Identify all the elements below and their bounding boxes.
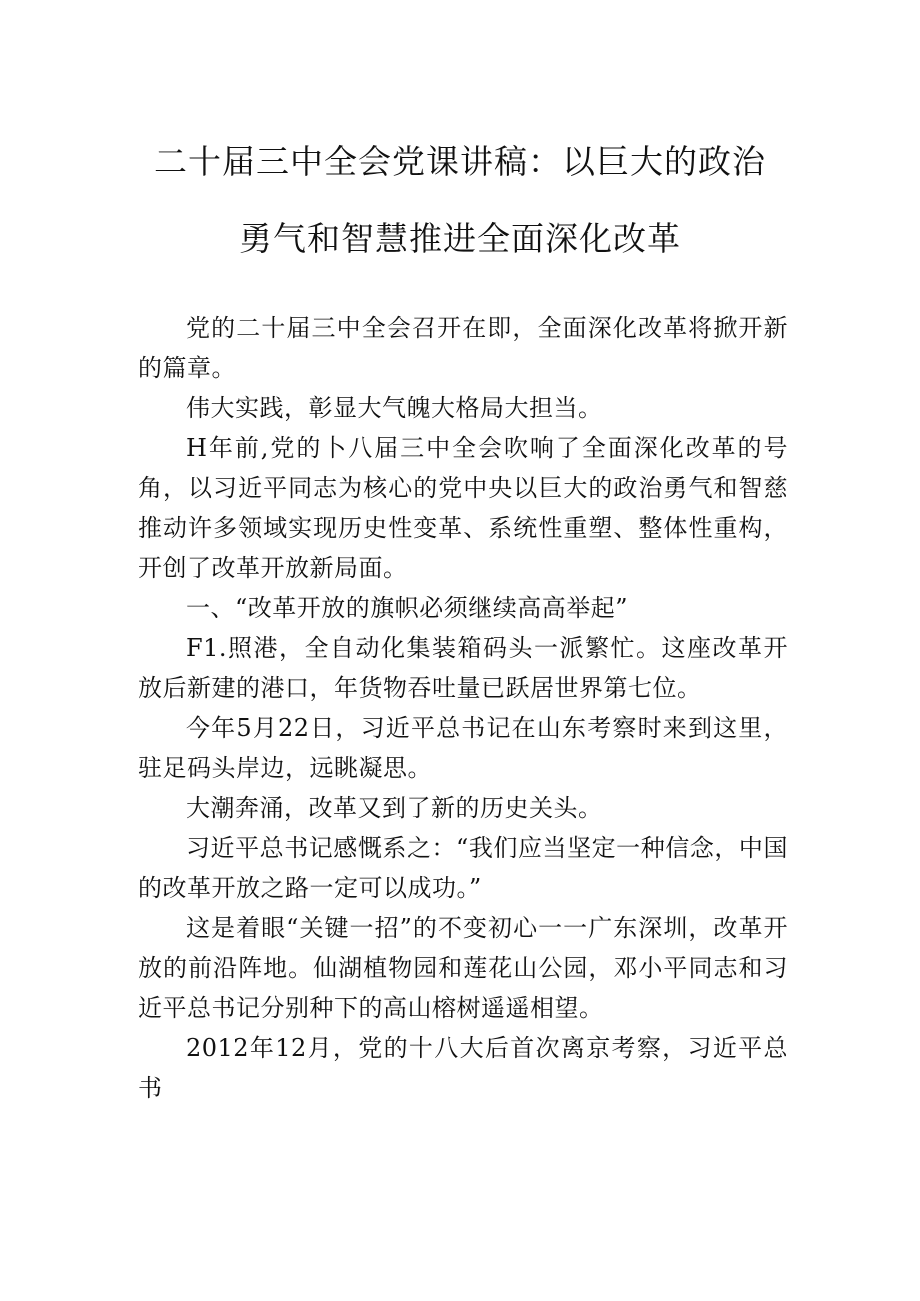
document-body <box>138 308 788 1108</box>
paragraph: 伟大实践，彰显大气魄大格局大担当。 <box>186 394 603 422</box>
paragraph: 这是着眼“关键一招”的不变初心一一广东深圳，改革开放的前沿阵地。仙湖植物园和莲花山公园，邓小平同志和习近平总书记分别种下的高山榕树遥遥相望。 <box>138 914 788 1022</box>
paragraph: 党的二十届三中全会召开在即，全面深化改革将掀开新的篇章。 <box>138 314 788 382</box>
paragraph: 大潮奔涌，改革又到了新的历史关头。 <box>186 794 603 822</box>
paragraph: 习近平总书记感慨系之：“我们应当坚定一种信念，中国的改革开放之路一定可以成功。” <box>138 834 788 902</box>
paragraph: H年前,党的卜八届三中全会吹响了全面深化改革的号角，以习近平同志为核心的党中央以巨大的政治勇气和智慈推动许多领域实现历史性变革、系统性重塑、整体性重构，开创了改革开放新局面。 <box>138 434 788 582</box>
document-title-line-1: 二十届三中全会党课讲稿：以巨大的政治 <box>154 142 766 181</box>
paragraph: F1.照港，全自动化集装箱码头一派繁忙。这座改革开放后新建的港口，年货物吞吐量已跃居世界第七位。 <box>138 634 788 702</box>
paragraph: 2012年12月，党的十八大后首次离京考察，习近平总书 <box>138 1034 788 1102</box>
section-heading: 一、“改革开放的旗帜必须继续高高举起” <box>186 594 629 622</box>
paragraph: 今年5月22日，习近平总书记在山东考察时来到这里，驻足码头岸边，远眺凝思。 <box>138 714 788 782</box>
document-title-line-2: 勇气和智慧推进全面深化改革 <box>239 219 681 258</box>
